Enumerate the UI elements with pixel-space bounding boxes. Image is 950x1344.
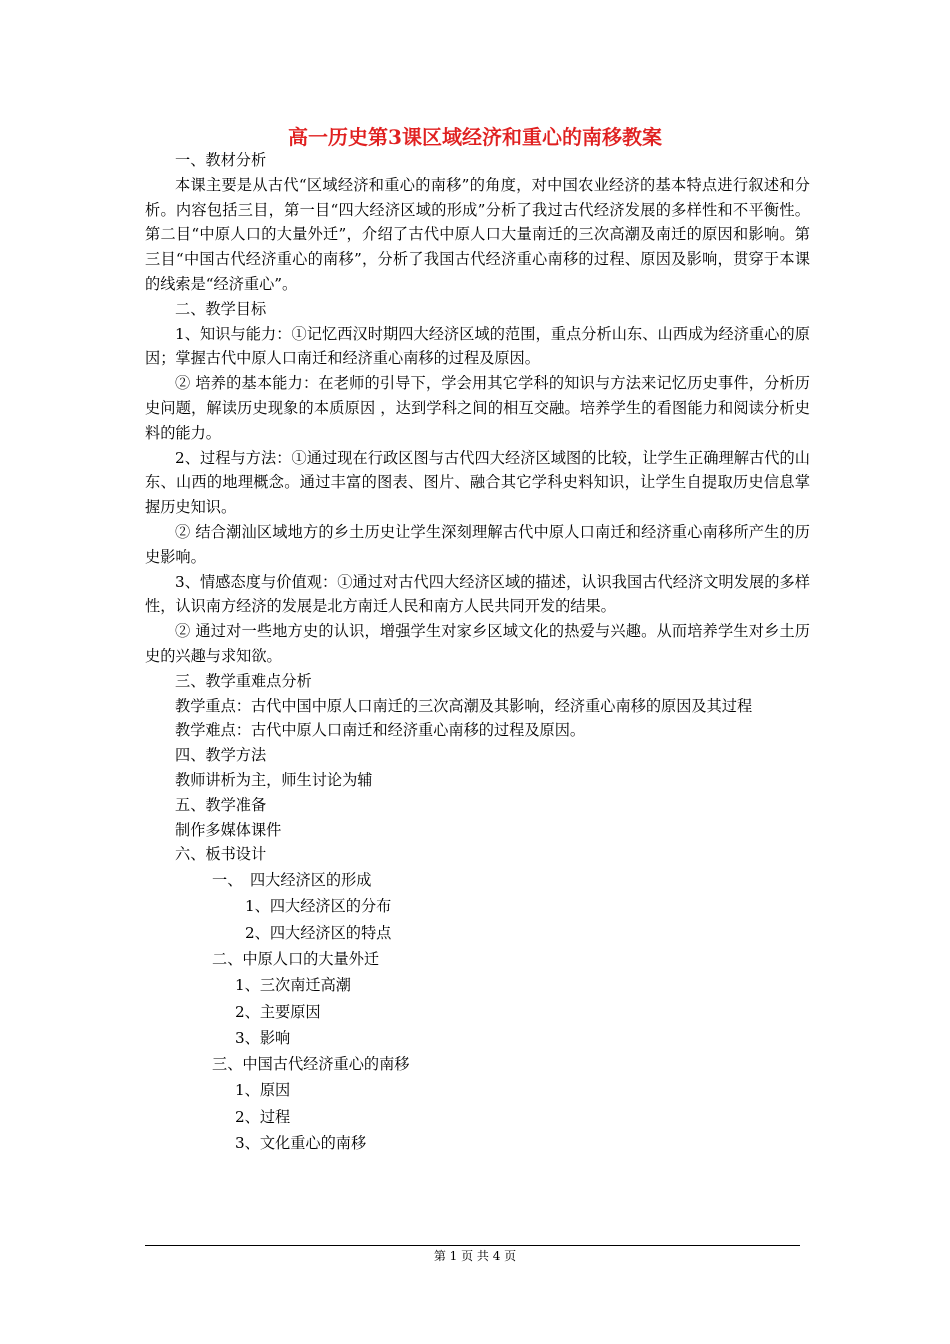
paragraph: 教学重点：古代中国中原人口南迁的三次高潮及其影响，经济重心南移的原因及其过程 bbox=[175, 696, 753, 715]
paragraph: 3、情感态度与价值观：①通过对古代四大经济区域的描述，认识我国古代经济文明发展的多样性，认识南方经济的发展是北方南迁人民和南方人民共同开发的结果。 bbox=[145, 572, 810, 616]
paragraph: ② 通过对一些地方史的认识，增强学生对家乡区域文化的热爱与兴趣。从而培养学生对乡土历史的兴趣与求知欲。 bbox=[145, 622, 810, 665]
document-title: 高一历史第3课区域经济和重心的南移教案 bbox=[288, 125, 662, 149]
paragraph: 教师讲析为主，师生讨论为辅 bbox=[175, 770, 373, 789]
paragraph: 制作多媒体课件 bbox=[175, 820, 282, 839]
section-heading: 五、教学准备 bbox=[175, 795, 267, 814]
outline-item: 2、主要原因 bbox=[235, 1002, 321, 1021]
document-body bbox=[145, 148, 810, 1156]
board-outline bbox=[145, 868, 810, 1156]
outline-item: 2、过程 bbox=[235, 1107, 291, 1126]
outline-item: 三、中国古代经济重心的南移 bbox=[212, 1055, 410, 1074]
outline-item: 二、中原人口的大量外迁 bbox=[212, 950, 380, 968]
paragraph: 教学难点：古代中原人口南迁和经济重心南移的过程及原因。 bbox=[175, 721, 586, 740]
paragraph: 本课主要是从古代“区域经济和重心的南移”的角度，对中国农业经济的基本特点进行叙述和分析。内容包括三目，第一目“四大经济区域的形成”分析了我过古代经济发展的多样性和不平衡性。第二目“中原人口的大量外迁”，介绍了古代中原人口大量南迁的三次高潮及南迁的原因和影响。第三目“中国古代经济重心的南移”，分析了我国古代经济重心南移的过程、原因及影响，贯穿于本课的线索是“经济重心”。 bbox=[145, 175, 810, 293]
outline-item: 一、 四大经济区的形成 bbox=[212, 871, 372, 890]
section-heading: 六、板书设计 bbox=[175, 845, 267, 864]
page-number: 第 1 页 共 4 页 bbox=[433, 1249, 517, 1263]
paragraph: 1、知识与能力：①记忆西汉时期四大经济区域的范围，重点分析山东、山西成为经济重心的原因；掌握古代中原人口南迁和经济重心南移的过程及原因。 bbox=[145, 324, 810, 368]
paragraph: 2、过程与方法：①通过现在行政区图与古代四大经济区域图的比较，让学生正确理解古代的山东、山西的地理概念。通过丰富的图表、图片、融合其它学科史料知识，让学生自提取历史信息掌握历史知识。 bbox=[145, 448, 810, 517]
outline-item: 3、影响 bbox=[235, 1028, 291, 1047]
outline-item: 1、三次南迁高潮 bbox=[235, 976, 351, 995]
outline-item: 3、文化重心的南移 bbox=[235, 1134, 367, 1153]
section-heading: 一、教材分析 bbox=[175, 151, 267, 169]
section-heading: 三、教学重难点分析 bbox=[175, 671, 312, 690]
outline-item: 1、四大经济区的分布 bbox=[245, 897, 392, 916]
outline-item: 1、原因 bbox=[235, 1081, 291, 1100]
section-heading: 四、教学方法 bbox=[175, 746, 267, 765]
footer-divider bbox=[145, 1245, 800, 1246]
section-heading: 二、教学目标 bbox=[175, 299, 267, 318]
paragraph: ② 结合潮汕区域地方的乡土历史让学生深刻理解古代中原人口南迁和经济重心南移所产生的历史影响。 bbox=[145, 522, 810, 566]
paragraph: ② 培养的基本能力：在老师的引导下，学会用其它学科的知识与方法来记忆历史事件，分析历史问题，解读历史现象的本质原因 ，达到学科之间的相互交融。培养学生的看图能力和阅读分析史料的能力。 bbox=[145, 374, 810, 442]
outline-item: 2、四大经济区的特点 bbox=[245, 923, 392, 942]
